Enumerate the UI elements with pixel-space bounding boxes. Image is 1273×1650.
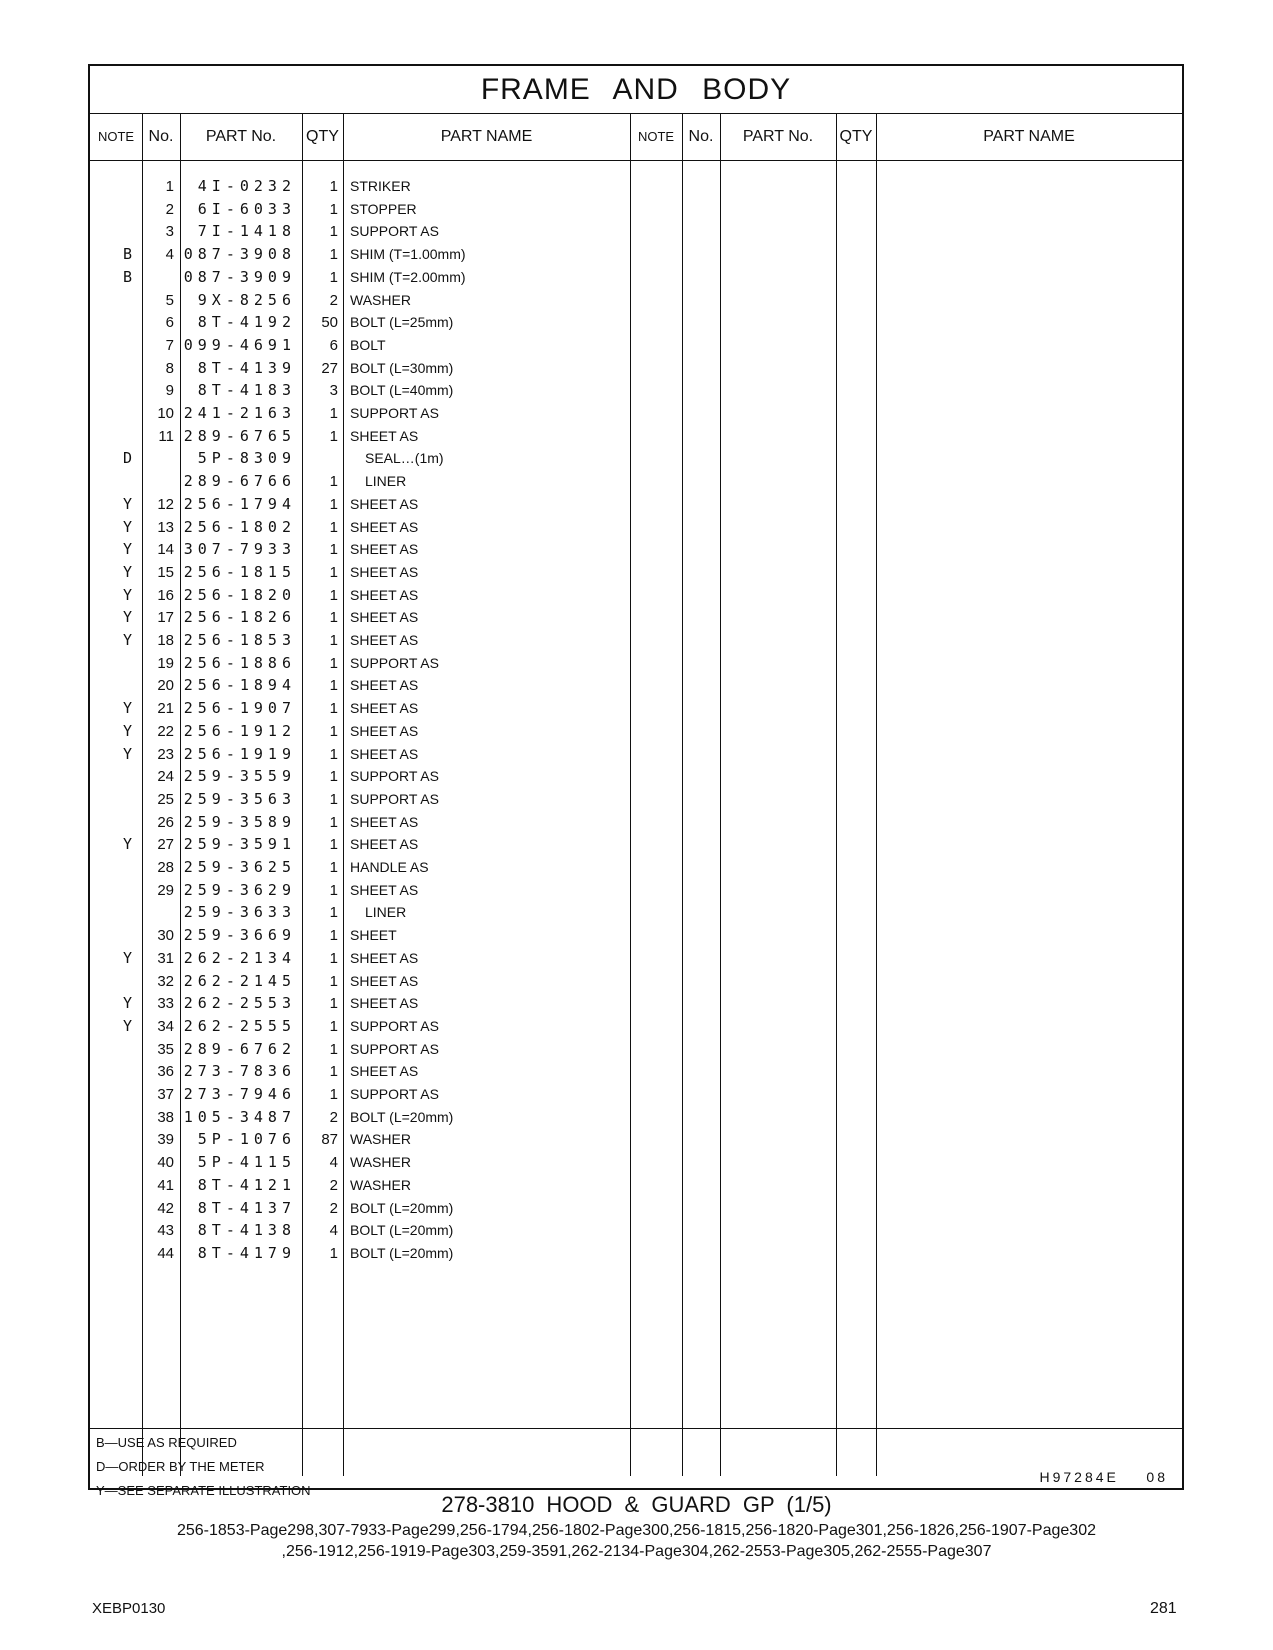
part-number-cell: 8T-4192 xyxy=(197,313,296,332)
quantity-cell: 1 xyxy=(329,722,338,740)
note-cell: Y xyxy=(122,540,132,559)
header-part-no-right: PART No. xyxy=(742,128,814,145)
quantity-cell: 1 xyxy=(329,1063,338,1081)
page-references-line-1: 256-1853-Page298,307-7933-Page299,256-1794,256-1802-Page300,256-1815,256-1820-Page301,256-1826,256-1907-Page302 xyxy=(176,1522,1096,1539)
table-row xyxy=(90,720,1182,743)
part-name-cell: BOLT (L=25mm) xyxy=(350,314,454,331)
item-number-cell: 44 xyxy=(157,1244,174,1262)
table-row xyxy=(90,970,1182,993)
item-number-cell: 42 xyxy=(157,1199,174,1217)
part-name-cell: SHEET AS xyxy=(350,427,419,444)
quantity-cell: 1 xyxy=(329,609,338,627)
part-name-cell: STRIKER xyxy=(350,178,411,194)
part-name-cell: SHEET AS xyxy=(350,813,419,830)
group-title: 278-3810 HOOD & GUARD GP (1/5) xyxy=(441,1492,832,1517)
table-row xyxy=(90,220,1182,243)
quantity-cell: 1 xyxy=(329,972,338,990)
item-number-cell: 8 xyxy=(165,359,174,377)
table-row xyxy=(90,425,1182,448)
quantity-cell: 1 xyxy=(329,813,338,831)
item-number-cell: 40 xyxy=(157,1154,174,1172)
quantity-cell: 1 xyxy=(329,995,338,1013)
table-row xyxy=(90,629,1182,652)
table-row xyxy=(90,856,1182,879)
table-row xyxy=(90,743,1182,766)
part-number-cell: 241-2163 xyxy=(183,404,296,422)
table-row xyxy=(90,357,1182,380)
table-row xyxy=(90,493,1182,516)
part-name-cell: SUPPORT AS xyxy=(350,790,439,807)
part-name-cell: BOLT (L=20mm) xyxy=(350,1244,454,1261)
note-cell: Y xyxy=(122,948,132,967)
quantity-cell: 4 xyxy=(329,1154,338,1172)
part-name-cell: HANDLE AS xyxy=(350,859,429,875)
quantity-cell: 1 xyxy=(329,473,338,491)
quantity-cell: 1 xyxy=(329,904,338,922)
item-number-cell: 24 xyxy=(157,768,174,786)
quantity-cell: 27 xyxy=(321,359,338,377)
table-row xyxy=(90,697,1182,720)
table-row xyxy=(90,289,1182,312)
part-name-cell: SHEET AS xyxy=(350,700,419,717)
table-row xyxy=(90,379,1182,402)
note-cell: Y xyxy=(122,494,132,513)
table-row xyxy=(90,992,1182,1015)
legend-b: B—USE AS REQUIRED xyxy=(96,1435,237,1450)
note-cell: B xyxy=(122,267,132,286)
quantity-cell: 1 xyxy=(329,768,338,786)
part-number-cell: 256-1820 xyxy=(183,585,296,604)
page-number: 281 xyxy=(1150,1600,1177,1617)
note-cell: Y xyxy=(122,585,132,604)
table-row xyxy=(90,1197,1182,1220)
part-name-cell: BOLT (L=30mm) xyxy=(350,359,454,376)
part-name-cell: SHEET AS xyxy=(350,586,419,603)
note-cell: Y xyxy=(122,608,132,627)
part-name-cell: BOLT xyxy=(350,336,386,353)
part-number-cell: 9X-8256 xyxy=(197,290,296,309)
document-id: XEBP0130 xyxy=(92,1600,166,1617)
quantity-cell: 1 xyxy=(329,223,338,241)
quantity-cell: 1 xyxy=(329,745,338,763)
part-name-cell: SHEET AS xyxy=(350,1063,419,1080)
part-name-cell: BOLT (L=20mm) xyxy=(350,1199,454,1216)
table-row xyxy=(90,879,1182,902)
part-number-cell: 8T-4138 xyxy=(197,1221,296,1240)
item-number-cell: 11 xyxy=(158,427,174,445)
part-name-cell: WASHER xyxy=(350,1176,411,1193)
part-name-cell: BOLT (L=40mm) xyxy=(350,382,454,399)
part-number-cell: 307-7933 xyxy=(183,540,296,559)
part-name-cell: SHEET AS xyxy=(350,972,419,989)
quantity-cell: 2 xyxy=(329,1176,338,1194)
quantity-cell: 1 xyxy=(329,178,338,195)
table-row xyxy=(90,311,1182,334)
part-number-cell: 289-6765 xyxy=(183,426,296,445)
part-name-cell: SHEET AS xyxy=(350,677,419,694)
part-number-cell: 8T-4183 xyxy=(197,381,296,400)
table-row xyxy=(90,1128,1182,1151)
table-row xyxy=(90,538,1182,561)
table-row xyxy=(90,402,1182,425)
quantity-cell: 1 xyxy=(329,586,338,604)
item-number-cell: 26 xyxy=(157,813,174,831)
item-number-cell: 22 xyxy=(157,722,174,740)
table-row xyxy=(90,561,1182,584)
table-row xyxy=(90,1106,1182,1129)
item-number-cell: 31 xyxy=(157,949,174,967)
table-row xyxy=(90,901,1182,924)
item-number-cell: 4 xyxy=(165,246,174,264)
table-row xyxy=(90,243,1182,266)
quantity-cell: 1 xyxy=(329,427,338,445)
item-number-cell: 21 xyxy=(157,700,174,718)
item-number-cell: 29 xyxy=(157,881,174,899)
part-number-cell: 256-1815 xyxy=(183,562,296,581)
part-number-cell: 256-1886 xyxy=(183,653,296,672)
quantity-cell: 3 xyxy=(329,382,338,400)
table-row xyxy=(90,765,1182,788)
part-number-cell: 5P-4115 xyxy=(197,1153,296,1172)
table-row xyxy=(90,1038,1182,1061)
part-number-cell: 256-1919 xyxy=(183,744,296,763)
part-number-cell: 259-3559 xyxy=(183,767,296,786)
part-number-cell: 6I-6033 xyxy=(197,199,296,218)
table-row xyxy=(90,606,1182,629)
note-cell: Y xyxy=(122,562,132,581)
item-number-cell: 32 xyxy=(157,972,174,990)
note-cell: Y xyxy=(122,835,132,854)
part-number-cell: 4I-0232 xyxy=(197,177,296,195)
part-number-cell: 7I-1418 xyxy=(197,222,296,241)
legend-d: D—ORDER BY THE METER xyxy=(96,1459,265,1474)
note-cell: Y xyxy=(122,1016,132,1035)
part-name-cell: LINER xyxy=(365,473,407,490)
item-number-cell: 14 xyxy=(157,541,174,559)
part-number-cell: 8T-4139 xyxy=(197,358,296,377)
part-number-cell: 262-2145 xyxy=(183,971,296,990)
quantity-cell: 1 xyxy=(329,246,338,264)
part-number-cell: 256-1907 xyxy=(183,699,296,718)
part-name-cell: SUPPORT AS xyxy=(350,1040,439,1057)
part-name-cell: WASHER xyxy=(350,1131,411,1148)
item-number-cell: 36 xyxy=(157,1063,174,1081)
header-note-right: NOTE xyxy=(637,129,675,144)
table-row xyxy=(90,924,1182,947)
page-references-line-2: ,256-1912,256-1919-Page303,259-3591,262-2134-Page304,262-2553-Page305,262-2555-Page307 xyxy=(281,1543,992,1560)
item-number-cell: 23 xyxy=(157,745,174,763)
part-number-cell: 256-1802 xyxy=(183,517,296,536)
part-name-cell: SHEET AS xyxy=(350,836,419,853)
part-number-cell: 256-1826 xyxy=(183,608,296,627)
part-name-cell: SUPPORT AS xyxy=(350,768,439,785)
part-number-cell: 256-1894 xyxy=(183,676,296,695)
header-qty-right: QTY xyxy=(839,128,873,145)
item-number-cell: 43 xyxy=(157,1222,174,1240)
part-number-cell: 256-1794 xyxy=(183,494,296,513)
part-number-cell: 099-4691 xyxy=(183,335,296,354)
quantity-cell: 1 xyxy=(329,518,338,536)
item-number-cell: 5 xyxy=(165,291,174,309)
table-row xyxy=(90,266,1182,289)
part-name-cell: SHEET AS xyxy=(350,881,419,898)
part-number-cell: 289-6766 xyxy=(183,472,296,491)
part-number-cell: 259-3633 xyxy=(183,903,296,922)
item-number-cell: 30 xyxy=(157,927,174,945)
item-number-cell: 15 xyxy=(157,563,174,581)
table-row xyxy=(90,1083,1182,1106)
table-row xyxy=(90,584,1182,607)
note-cell: B xyxy=(122,245,132,264)
note-cell: D xyxy=(122,449,132,468)
part-number-cell: 087-3909 xyxy=(183,267,296,286)
item-number-cell: 38 xyxy=(157,1108,174,1126)
note-cell: Y xyxy=(122,721,132,740)
part-name-cell: SHEET AS xyxy=(350,722,419,739)
part-number-cell: 259-3629 xyxy=(183,880,296,899)
part-number-cell: 273-7836 xyxy=(183,1062,296,1081)
quantity-cell: 1 xyxy=(329,859,338,876)
part-number-cell: 259-3589 xyxy=(183,812,296,831)
table-row xyxy=(90,470,1182,493)
part-number-cell: 256-1912 xyxy=(183,721,296,740)
part-name-cell: SHEET AS xyxy=(350,541,419,558)
quantity-cell: 4 xyxy=(329,1222,338,1240)
item-number-cell: 10 xyxy=(157,405,174,422)
item-number-cell: 41 xyxy=(157,1176,174,1194)
header-no-right: No. xyxy=(688,128,714,145)
item-number-cell: 9 xyxy=(165,382,174,400)
item-number-cell: 12 xyxy=(157,495,174,513)
page-title: FRAME AND BODY xyxy=(90,66,1182,114)
header-note: NOTE xyxy=(97,129,135,144)
quantity-cell: 1 xyxy=(329,268,338,286)
quantity-cell: 1 xyxy=(329,1017,338,1035)
reference-code: H97284E 08 xyxy=(1039,1469,1168,1485)
part-name-cell: SEAL…(1m) xyxy=(365,450,444,467)
part-name-cell: SHIM (T=1.00mm) xyxy=(350,246,466,263)
item-number-cell: 37 xyxy=(157,1086,174,1103)
part-name-cell: SHEET AS xyxy=(350,632,419,648)
table-row xyxy=(90,1174,1182,1197)
part-name-cell: BOLT (L=20mm) xyxy=(350,1108,454,1125)
item-number-cell: 27 xyxy=(157,836,174,854)
part-number-cell: 256-1853 xyxy=(183,631,296,649)
quantity-cell: 1 xyxy=(329,632,338,649)
quantity-cell: 1 xyxy=(329,654,338,672)
table-body xyxy=(90,161,1182,1476)
quantity-cell: 1 xyxy=(329,836,338,854)
quantity-cell: 1 xyxy=(329,700,338,718)
note-cell: Y xyxy=(122,994,132,1013)
part-number-cell: 259-3591 xyxy=(183,835,296,854)
table-footer xyxy=(90,1428,1182,1498)
item-number-cell: 16 xyxy=(157,586,174,604)
legend-y: Y—SEE SEPARATE ILLUSTRATION xyxy=(96,1483,311,1498)
header-qty: QTY xyxy=(306,128,339,145)
item-number-cell: 33 xyxy=(157,995,174,1013)
header-part-name: PART NAME xyxy=(440,128,533,145)
table-row xyxy=(90,1151,1182,1174)
header-no: No. xyxy=(148,128,174,145)
item-number-cell: 18 xyxy=(157,632,174,649)
part-name-cell: SUPPORT AS xyxy=(350,1017,439,1034)
table-row xyxy=(90,1015,1182,1038)
quantity-cell: 87 xyxy=(321,1131,338,1149)
part-number-cell: 262-2555 xyxy=(183,1016,296,1035)
quantity-cell: 1 xyxy=(329,881,338,899)
part-name-cell: SHIM (T=2.00mm) xyxy=(350,268,466,285)
part-number-cell: 259-3625 xyxy=(183,858,296,876)
part-number-cell: 259-3563 xyxy=(183,789,296,808)
part-name-cell: SUPPORT AS xyxy=(350,654,439,671)
table-row xyxy=(90,1219,1182,1242)
item-number-cell: 7 xyxy=(165,336,174,354)
quantity-cell: 1 xyxy=(329,949,338,967)
quantity-cell: 1 xyxy=(329,927,338,945)
part-number-cell: 5P-8309 xyxy=(197,449,296,468)
part-name-cell: SHEET AS xyxy=(350,995,419,1012)
quantity-cell: 1 xyxy=(329,790,338,808)
table-row xyxy=(90,811,1182,834)
item-number-cell: 25 xyxy=(157,790,174,808)
quantity-cell: 2 xyxy=(329,1199,338,1217)
note-cell: Y xyxy=(122,699,132,718)
part-number-cell: 273-7946 xyxy=(183,1085,296,1103)
part-number-cell: 8T-4121 xyxy=(197,1175,296,1194)
part-name-cell: SHEET AS xyxy=(350,495,419,512)
part-number-cell: 105-3487 xyxy=(183,1107,296,1126)
part-number-cell: 262-2134 xyxy=(183,948,296,967)
part-number-cell: 262-2553 xyxy=(183,994,296,1013)
quantity-cell: 2 xyxy=(329,1108,338,1126)
part-name-cell: SUPPORT AS xyxy=(350,405,439,421)
quantity-cell: 6 xyxy=(329,336,338,354)
part-name-cell: SHEET AS xyxy=(350,563,419,580)
part-number-cell: 259-3669 xyxy=(183,926,296,945)
part-name-cell: WASHER xyxy=(350,1154,411,1171)
quantity-cell: 1 xyxy=(329,1244,338,1262)
item-number-cell: 3 xyxy=(165,223,174,241)
note-cell: Y xyxy=(122,517,132,536)
table-row xyxy=(90,788,1182,811)
table-row xyxy=(90,674,1182,697)
part-name-cell: SHEET xyxy=(350,927,397,944)
item-number-cell: 1 xyxy=(165,178,174,195)
table-row xyxy=(90,947,1182,970)
part-name-cell: SHEET AS xyxy=(350,609,419,626)
quantity-cell: 1 xyxy=(329,541,338,559)
table-row xyxy=(90,833,1182,856)
item-number-cell: 20 xyxy=(157,677,174,695)
part-number-cell: 087-3908 xyxy=(183,245,296,264)
item-number-cell: 39 xyxy=(157,1131,174,1149)
part-name-cell: SHEET AS xyxy=(350,518,419,535)
item-number-cell: 13 xyxy=(157,518,174,536)
table-row xyxy=(90,175,1182,198)
quantity-cell: 1 xyxy=(329,495,338,513)
quantity-cell: 50 xyxy=(321,314,338,332)
quantity-cell: 1 xyxy=(329,1086,338,1103)
table-row xyxy=(90,447,1182,470)
item-number-cell: 17 xyxy=(157,609,174,627)
table-row xyxy=(90,516,1182,539)
item-number-cell: 34 xyxy=(157,1017,174,1035)
part-number-cell: 8T-4137 xyxy=(197,1198,296,1217)
quantity-cell: 1 xyxy=(329,1040,338,1058)
part-name-cell: LINER xyxy=(365,904,407,921)
table-row xyxy=(90,1060,1182,1083)
part-name-cell: STOPPER xyxy=(350,200,417,217)
parts-table xyxy=(88,64,1184,1498)
part-name-cell: SUPPORT AS xyxy=(350,1086,439,1102)
table-row xyxy=(90,1242,1182,1265)
table-row xyxy=(90,652,1182,675)
part-name-cell: SHEET AS xyxy=(350,745,419,762)
table-row xyxy=(90,334,1182,357)
part-number-cell: 8T-4179 xyxy=(197,1243,296,1262)
part-name-cell: BOLT (L=20mm) xyxy=(350,1222,454,1239)
header-part-name-right: PART NAME xyxy=(983,128,1075,145)
table-header xyxy=(90,114,1182,161)
quantity-cell: 2 xyxy=(329,291,338,309)
part-number-cell: 5P-1076 xyxy=(197,1130,296,1149)
part-name-cell: WASHER xyxy=(350,291,411,308)
header-part-no: PART No. xyxy=(205,128,277,145)
item-number-cell: 6 xyxy=(165,314,174,332)
item-number-cell: 19 xyxy=(157,654,174,672)
part-name-cell: SUPPORT AS xyxy=(350,223,439,240)
quantity-cell: 1 xyxy=(329,677,338,695)
quantity-cell: 1 xyxy=(329,563,338,581)
quantity-cell: 1 xyxy=(329,405,338,422)
part-name-cell: SHEET AS xyxy=(350,949,419,966)
item-number-cell: 35 xyxy=(157,1040,174,1058)
table-row xyxy=(90,198,1182,221)
item-number-cell: 2 xyxy=(165,200,174,218)
part-number-cell: 289-6762 xyxy=(183,1039,296,1058)
note-cell: Y xyxy=(122,631,132,649)
note-cell: Y xyxy=(122,744,132,763)
quantity-cell: 1 xyxy=(329,200,338,218)
item-number-cell: 28 xyxy=(157,859,174,876)
